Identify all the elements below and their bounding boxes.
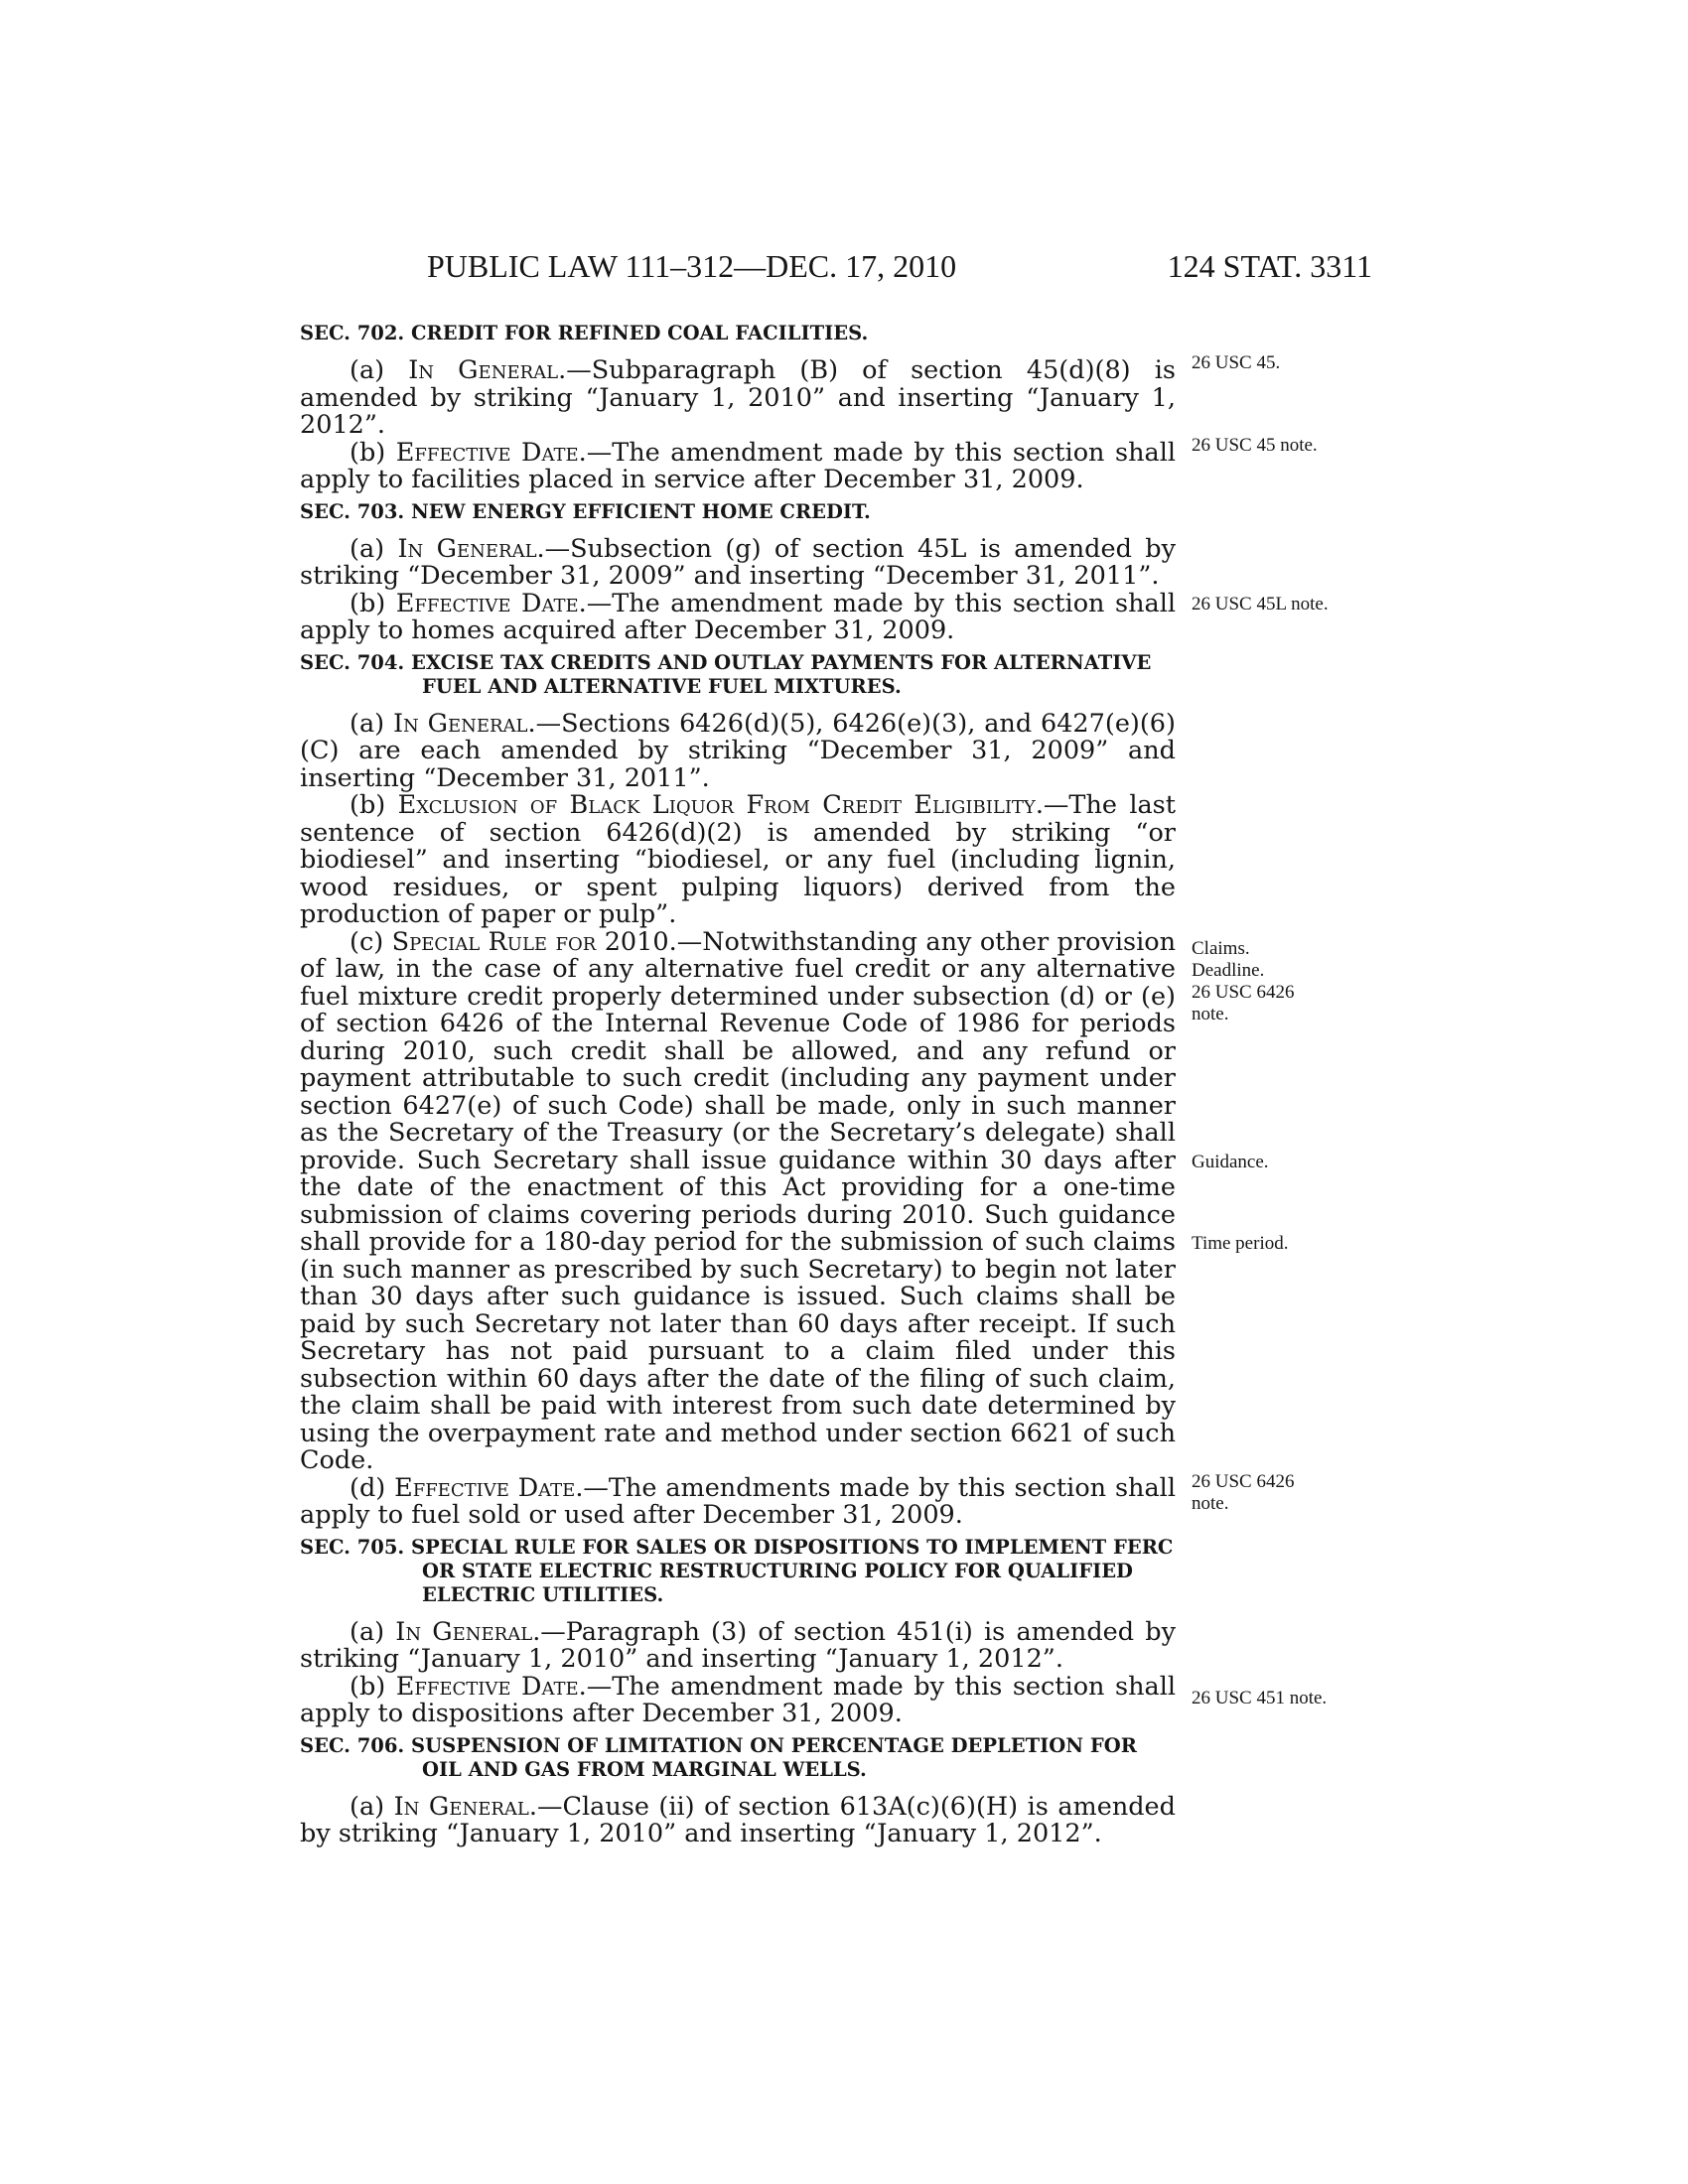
section-703-heading: SEC. 703. NEW ENERGY EFFICIENT HOME CREDIT. xyxy=(300,499,871,523)
running-head-title: PUBLIC LAW 111–312—DEC. 17, 2010 xyxy=(427,248,957,284)
section-705-heading: SEC. 705. SPECIAL RULE FOR SALES OR DISPOSITIONS TO IMPLEMENT FERC OR STATE ELECTRIC RESTRUCTURING POLICY FOR QUALIFIED ELECTRIC UTILITIES. xyxy=(300,1535,1174,1606)
margin-note-26-usc-6426-note: 26 USC 6426 note. xyxy=(1192,982,1295,1024)
section-703-subsection-a: (a) In General.—Subsection (g) of section 45L is amended by striking “December 31, 2009” and inserting “December 31, 2011”. xyxy=(300,533,1176,591)
section-704-subsection-c: (c) Special Rule for 2010.—Notwithstanding any other provision of law, in the case of any alternative fuel credit or any alternative fuel mixture credit properly determined under subsection (d) or (e) of section 6426 of the Internal Revenue Code of 1986 for periods during 2010, such credit shall be allowed, and any refund or payment attributable to such credit (including any payment under section 6427(e) of such Code) shall be made, only in such manner as the Secretary of the Treasury (or the Secretary’s delegate) shall provide. Such Secretary shall issue guidance within 30 days after the date of the enactment of this Act providing for a one-time submission of claims covering periods during 2010. Such guidance shall provide for a 180-day period for the submission of such claims (in such manner as prescribed by such Secretary) to begin not later than 30 days after such guidance is issued. Such claims shall be paid by such Secretary not later than 60 days after receipt. If such Secretary has not paid pursuant to a claim filed under this subsection within 60 days after the date of the filing of such claim, the claim shall be paid with interest from such date determined by using the overpayment rate and method under section 6621 of such Code. xyxy=(300,926,1176,1475)
margin-note-26-usc-45-note: 26 USC 45 note. xyxy=(1192,435,1318,456)
margin-note-26-usc-451-note: 26 USC 451 note. xyxy=(1192,1688,1328,1708)
margin-note-26-usc-6426-note-2: 26 USC 6426 note. xyxy=(1192,1471,1295,1514)
section-703-subsection-b: (b) Effective Date.—The amendment made by this section shall apply to homes acquired after December 31, 2009. xyxy=(300,588,1176,645)
section-704-subsection-b: (b) Exclusion of Black Liquor From Credit Eligibility.—The last sentence of section 6426(d)(2) is amended by striking “or biodiesel” and inserting “biodiesel, or any fuel (including lignin, wood residues, or spent pulping liquors) derived from the production of paper or pulp”. xyxy=(300,790,1177,929)
margin-note-guidance: Guidance. xyxy=(1192,1152,1269,1172)
statute-page-number: 124 STAT. 3311 xyxy=(1167,248,1372,284)
law-text-column xyxy=(300,316,1176,1848)
section-706-heading: SEC. 706. SUSPENSION OF LIMITATION ON PERCENTAGE DEPLETION FOR OIL AND GAS FROM MARGINAL WELLS. xyxy=(300,1733,1137,1781)
section-702-subsection-a: (a) In General.—Subparagraph (B) of section 45(d)(8) is amended by striking “January 1, 2010” and inserting “January 1, 2012”. xyxy=(300,355,1176,440)
section-706-subsection-a: (a) In General.—Clause (ii) of section 613A(c)(6)(H) is amended by striking “January 1, 2010” and inserting “January 1, 2012”. xyxy=(300,1791,1176,1848)
section-702-heading: SEC. 702. CREDIT FOR REFINED COAL FACILITIES. xyxy=(300,322,869,344)
margin-note-26-usc-45: 26 USC 45. xyxy=(1192,352,1281,373)
page-header xyxy=(298,248,1372,288)
margin-note-time-period: Time period. xyxy=(1192,1233,1289,1254)
margin-note-26-usc-45l-note: 26 USC 45L note. xyxy=(1192,594,1329,614)
section-705-subsection-b: (b) Effective Date.—The amendment made by this section shall apply to dispositions after December 31, 2009. xyxy=(300,1671,1176,1728)
margin-note-claims-deadline xyxy=(1192,938,1331,1025)
margin-note-deadline: Deadline. xyxy=(1192,960,1265,981)
section-704-heading: SEC. 704. EXCISE TAX CREDITS AND OUTLAY PAYMENTS FOR ALTERNATIVE FUEL AND ALTERNATIVE FUEL MIXTURES. xyxy=(300,650,1152,698)
margin-note-claims: Claims. xyxy=(1192,938,1250,959)
section-705-subsection-a: (a) In General.—Paragraph (3) of section 451(i) is amended by striking “January 1, 2010” and inserting “January 1, 2012”. xyxy=(300,1616,1176,1674)
section-704-subsection-a: (a) In General.—Sections 6426(d)(5), 6426(e)(3), and 6427(e)(6)(C) are each amended by striking “December 31, 2009” and inserting “December 31, 2011”. xyxy=(300,708,1176,793)
section-702-subsection-b: (b) Effective Date.—The amendment made by this section shall apply to facilities placed in service after December 31, 2009. xyxy=(300,437,1176,494)
section-704-subsection-d: (d) Effective Date.—The amendments made by this section shall apply to fuel sold or used after December 31, 2009. xyxy=(300,1472,1176,1530)
